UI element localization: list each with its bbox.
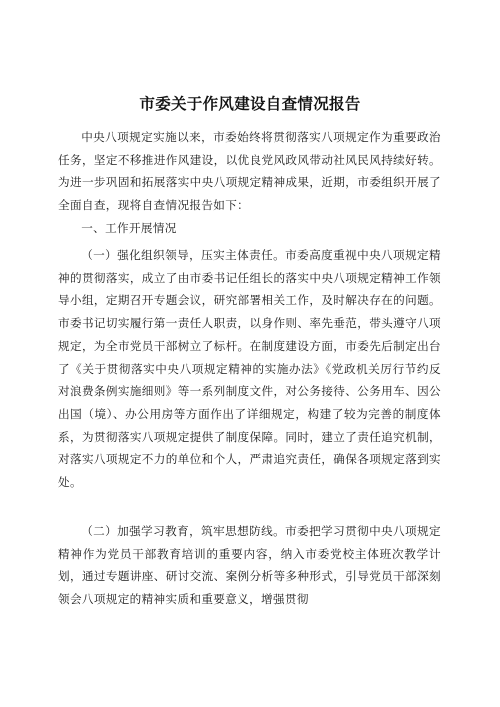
intro-paragraph: 中央八项规定实施以来，市委始终将贯彻落实八项规定作为重要政治任务，坚定不移推进作风建设，以优良党风政风带动社风民风持续好转。为进一步巩固和拓展落实中央八项规定精神成果，近期，市委组织开展了全面自查，现将自查情况报告如下： (58, 130, 441, 213)
body-paragraph-1: （一）强化组织领导，压实主体责任。市委高度重视中央八项规定精神的贯彻落实，成立了由市委书记任组长的落实中央八项规定精神工作领导小组，定期召开专题会议，研究部署相关工作，及时解决存在的问题。市委书记切实履行第一责任人职责，以身作则、率先垂范，带头遵守八项规定，为全市党员干部树立了标杆。在制度建设方面，市委先后制定出台了《关于贯彻落实中央八项规定精神的实施办法》《党政机关厉行节约反对浪费条例实施细则》等一系列制度文件，对公务接待、公务用车、因公出国（境）、办公用房等方面作出了详细规定，构建了较为完善的制度体系，为贯彻落实八项规定提供了制度保障。同时，建立了责任追究机制，对落实八项规定不力的单位和个人，严肃追究责任，确保各项规定落到实处。 (58, 248, 441, 490)
document-title: 市委关于作风建设自查情况报告 (139, 95, 361, 113)
body-paragraph-2: （二）加强学习教育，筑牢思想防线。市委把学习贯彻中央八项规定精神作为党员干部教育培训的重要内容，纳入市委党校主体班次教学计划，通过专题讲座、研讨交流、案例分析等多种形式，引导党员干部深刻领会八项规定的精神实质和重要意义，增强贯彻 (58, 524, 441, 607)
section-heading: 一、工作开展情况 (81, 221, 177, 235)
